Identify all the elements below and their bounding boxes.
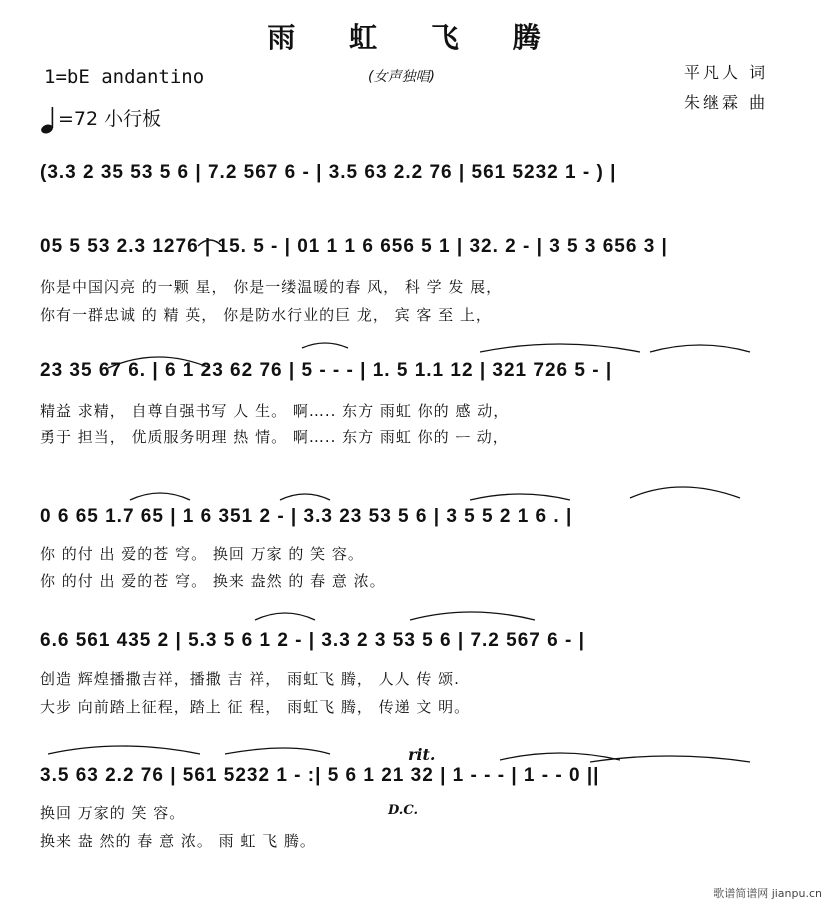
watermark: 歌谱简谱网 jianpu.cn	[713, 887, 822, 900]
slur-mark	[410, 612, 535, 620]
lyricist-credit: 平凡人 词	[684, 63, 769, 82]
slur-mark	[590, 756, 750, 762]
score-row-5-lyric-2: 大步 向前踏上征程，踏上 征 程， 雨虹飞 腾， 传递 文 明。	[40, 698, 471, 716]
slur-mark	[48, 746, 200, 754]
slur-mark	[108, 357, 210, 368]
score-row-6-lyric-2: 换来 盎 然的 春 意 浓。 雨 虹 飞 腾。	[40, 832, 316, 850]
slur-mark	[480, 344, 640, 352]
score-row-2-notes: 05 5 53 2.3 1276 | 15. 5 - | 01 1 1 6 656 5 1 | 32. 2 - | 3 5 3 656 3 |	[40, 236, 668, 257]
slur-mark	[470, 494, 570, 500]
score-row-3-lyric-2: 勇于 担当， 优质服务明理 热 情。 啊….. 东方 雨虹 你的 ᅳ 动，	[40, 428, 509, 446]
score-row-2-lyric-1: 你是中国闪亮 的一颗 星， 你是一缕温暖的春 风， 科 学 发 展，	[40, 278, 503, 296]
score-row-4-lyric-1: 你 的付 出 爱的苍 穹。 换回 万家 的 笑 容。	[40, 545, 364, 563]
slur-mark	[630, 487, 740, 498]
slur-mark	[650, 345, 750, 352]
score-row-5-lyric-1: 创造 辉煌播撒吉祥，播撒 吉 祥， 雨虹飞 腾， 人人 传 颂.	[40, 670, 460, 688]
score-row-2-lyric-2: 你有一群忠诚 的 精 英， 你是防水行业的巨 龙， 宾 客 至 上，	[40, 306, 492, 324]
composer-credit: 朱继霖 曲	[684, 93, 769, 112]
tempo-marking: =72 小行板	[58, 108, 162, 130]
slur-mark	[198, 240, 222, 246]
slur-mark	[130, 493, 190, 500]
score-row-6-lyric-1: 换回 万家的 笑 容。	[40, 804, 186, 822]
score-row-3-lyric-1: 精益 求精， 自尊自强书写 人 生。 啊….. 东方 雨虹 你的 感 动，	[40, 402, 510, 420]
slur-mark	[500, 753, 620, 760]
score-row-4-lyric-2: 你 的付 出 爱的苍 穹。 换来 盎然 的 春 意 浓。	[40, 572, 386, 590]
key-signature: 1=bE andantino	[44, 66, 205, 88]
score-row-4-notes: 0 6 65 1.7 65 | 1 6 351 2 - | 3.3 23 53 5 6 | 3 5 5 2 1 6 . |	[40, 506, 573, 527]
page-title: 雨 虹 飞 腾	[267, 21, 563, 54]
score-row-3-notes: 23 35 67 6. | 6 1 23 62 76 | 5 - - - | 1. 5 1.1 12 | 321 726 5 - |	[40, 360, 613, 381]
slur-mark	[280, 494, 330, 500]
score-row-5-notes: 6.6 561 435 2 | 5.3 5 6 1 2 - | 3.3 2 3 53 5 6 | 7.2 567 6 - |	[40, 630, 585, 651]
slur-mark	[255, 613, 315, 620]
score-row-6-notes: 3.5 63 2.2 76 | 561 5232 1 - :| 5 6 1 21 32 | 1 - - - | 1 - - 0 ||	[40, 765, 600, 786]
score-row-1-notes: (3.3 2 35 53 5 6 | 7.2 567 6 - | 3.5 63 2.2 76 | 561 5232 1 - ) |	[40, 162, 617, 183]
da-capo-mark: D.C.	[388, 803, 418, 818]
performance-note: (女声独唱)	[368, 69, 435, 85]
slur-mark	[225, 748, 330, 754]
slur-mark	[302, 343, 348, 348]
ritardando-mark: rit.	[408, 745, 436, 764]
